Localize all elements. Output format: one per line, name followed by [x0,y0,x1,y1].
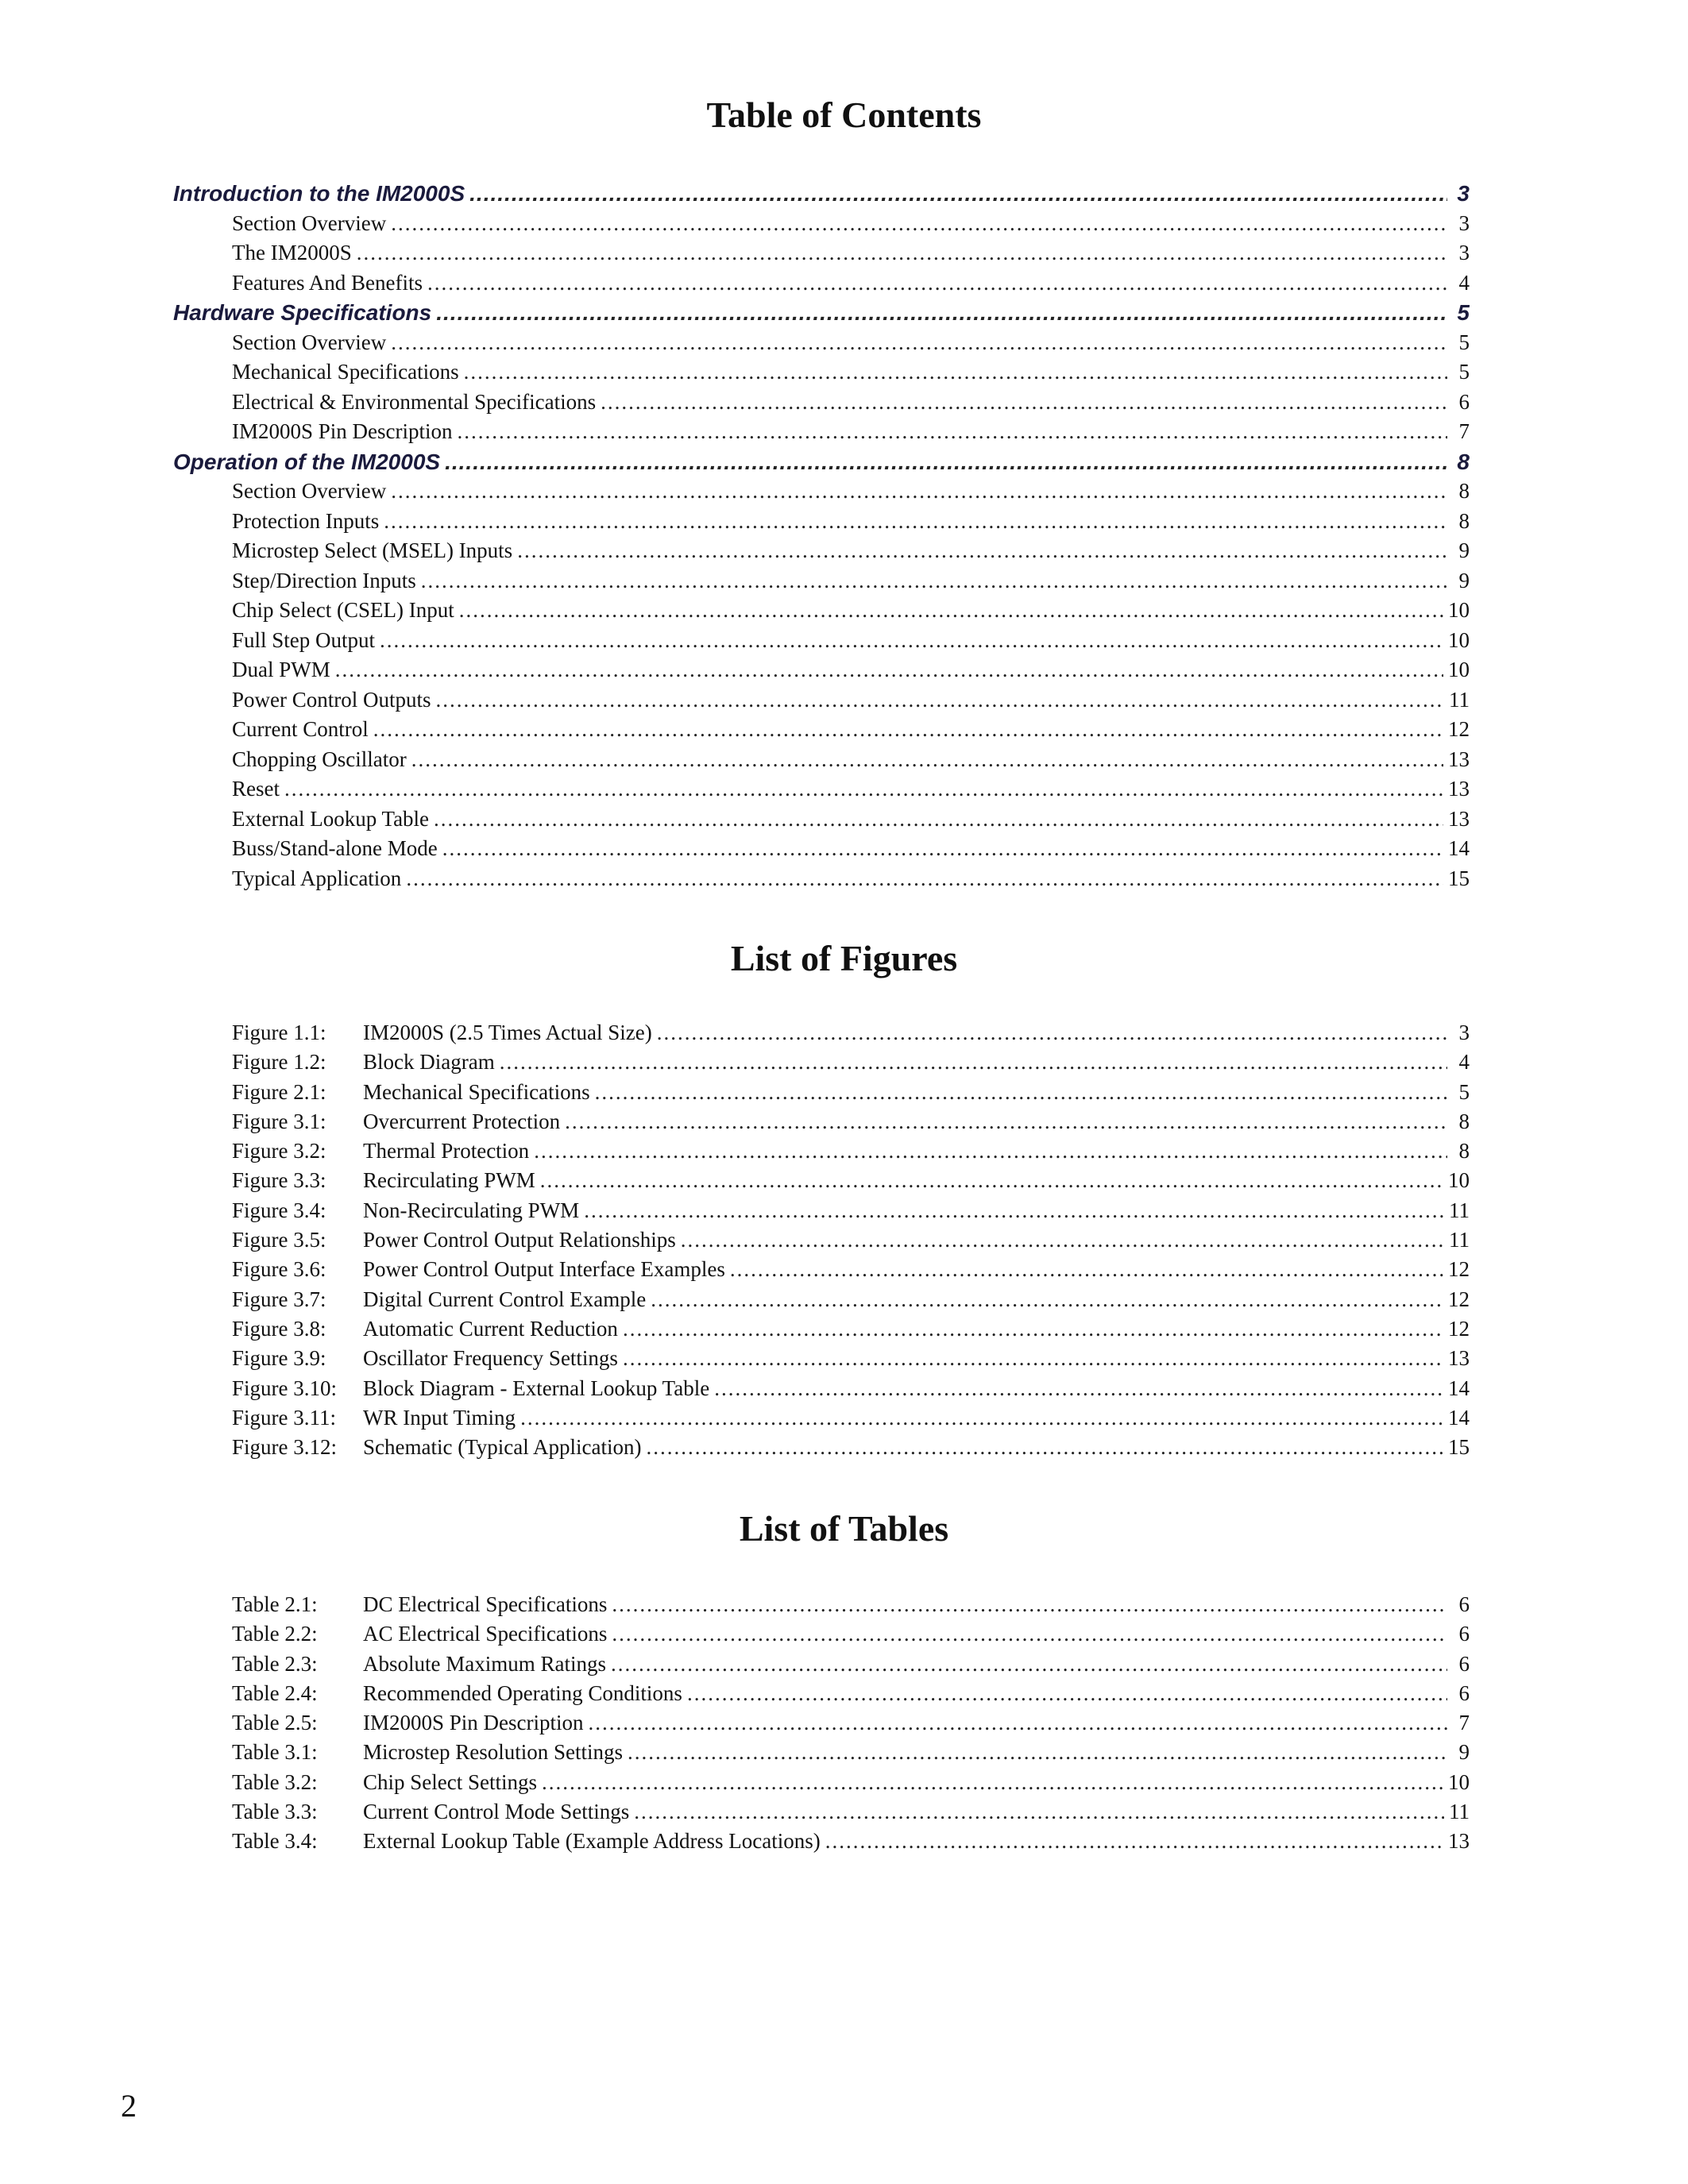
entry-page-number: 3 [1457,181,1470,206]
dot-leader [445,450,1447,475]
entry-page-number: 5 [1458,1079,1470,1104]
entry-page-number: 4 [1458,1050,1470,1075]
entry-page-number: 14 [1448,836,1470,860]
entry-title: Typical Application [232,866,402,890]
dot-leader [434,807,1443,832]
entry-title: Operation of the IM2000S [173,449,441,474]
entry-title [363,1406,516,1430]
entry-title: DC Electrical Specifications [363,1592,608,1616]
dot-leader [601,390,1447,415]
entry-page-number: 8 [1458,1139,1470,1163]
dot-leader [464,360,1447,384]
entry-page-number: 11 [1449,1198,1470,1222]
entry-page-number: 3 [1458,1021,1470,1044]
entry-page-number: 5 [1458,330,1470,354]
toc-subsection-entry[interactable] [173,836,1470,866]
toc-subsection-entry[interactable] [173,807,1470,837]
entry-page-number: 3 [1458,210,1470,235]
dot-leader [469,181,1447,206]
toc-subsection-entry[interactable] [173,271,1470,301]
figure-number: Figure 3.8: [232,1316,326,1341]
entry-title: Power Control Output Relationships [363,1228,676,1252]
entry-page-number: 7 [1458,1711,1470,1735]
toc-subsection-entry[interactable] [173,479,1470,509]
toc-list [173,181,1470,896]
table-number: Table 2.4: [232,1680,318,1705]
entry-page-number: 12 [1448,1316,1470,1341]
entry-title: The IM2000S [232,241,352,264]
entry-page-number: 6 [1458,389,1470,414]
figure-number: Figure 3.10: [232,1376,337,1400]
entry-page-number: 14 [1448,1405,1470,1430]
toc-section-entry[interactable] [173,300,1470,330]
figure-entry[interactable] [173,1287,1470,1317]
figure-number: Figure 3.1: [232,1109,326,1133]
table-number: Table 3.4: [232,1829,318,1854]
toc-subsection-entry[interactable] [173,747,1470,778]
toc-subsection-entry[interactable] [173,211,1470,241]
dot-leader [459,598,1443,623]
figure-entry[interactable] [173,1139,1470,1168]
dot-leader [421,569,1447,593]
figure-entry[interactable] [173,1228,1470,1257]
entry-title: Current Control [232,717,369,741]
entry-page-number: 11 [1449,1228,1470,1252]
entry-page-number: 8 [1458,508,1470,533]
entry-page-number: 6 [1458,1592,1470,1616]
figure-number: Figure 3.7: [232,1287,326,1311]
entry-title: Electrical & Environmental Specifications [232,389,597,414]
entry-title: Introduction to the IM2000S [173,181,465,206]
table-number: Table 2.1: [232,1592,318,1616]
dot-leader [647,1435,1444,1460]
figure-number: Figure 3.3: [232,1168,326,1193]
toc-subsection-entry[interactable] [173,330,1470,361]
figure-entry[interactable] [173,1109,1470,1139]
dot-leader [406,866,1443,891]
entry-page-number: 14 [1448,1376,1470,1400]
toc-subsection-entry[interactable] [173,360,1470,390]
entry-page-number: 11 [1449,687,1470,712]
figure-number: Figure 3.12: [232,1435,337,1460]
figure-entry[interactable] [173,1021,1470,1050]
dot-leader [391,330,1447,355]
dot-leader [380,628,1443,653]
dot-leader [657,1021,1447,1045]
entry-page-number: 6 [1458,1622,1470,1646]
entry-page-number: 9 [1458,1740,1470,1765]
entry-title: IM2000S (2.5 Times Actual Size) [363,1021,652,1044]
dot-leader [589,1711,1447,1735]
dot-leader [384,509,1447,534]
entry-title: Current Control Mode Settings [363,1800,630,1824]
figure-entry[interactable] [173,1406,1470,1435]
entry-title: Power Control Output Interface Examples [363,1257,725,1282]
table-entry[interactable] [173,1652,1470,1681]
entry-page-number: 8 [1458,1109,1470,1133]
entry-title: Section Overview [232,210,387,235]
entry-title: Automatic Current Reduction [363,1316,618,1341]
dot-leader [565,1109,1447,1134]
dot-leader [687,1681,1447,1706]
table-number: Table 2.3: [232,1651,318,1676]
entry-title: Section Overview [232,330,387,354]
entry-title: Oscillator Frequency Settings [363,1346,618,1371]
table-entry[interactable] [173,1681,1470,1711]
entry-title: Chip Select (CSEL) Input [232,598,454,622]
table-entry[interactable] [173,1800,1470,1829]
entry-page-number: 13 [1448,1346,1470,1371]
entry-page-number: 10 [1448,658,1470,681]
list-of-figures-heading: List of Figures [730,938,958,978]
entry-title: Digital Current Control Example [363,1287,647,1311]
figure-number: Figure 3.5: [232,1228,326,1252]
table-entry[interactable] [173,1770,1470,1800]
entry-page-number: 3 [1458,241,1470,264]
toc-subsection-entry[interactable] [173,509,1470,539]
entry-page-number: 12 [1448,1257,1470,1282]
entry-title: Features And Benefits [232,270,423,295]
table-number: Table 3.2: [232,1769,318,1794]
entry-page-number: 9 [1458,538,1470,562]
entry-page-number: 13 [1448,777,1470,801]
dot-leader [825,1829,1443,1854]
table-entry[interactable] [173,1622,1470,1651]
dot-leader [284,777,1443,801]
entry-page-number: 9 [1458,568,1470,592]
dot-leader [623,1346,1443,1371]
entry-title: Mechanical Specifications [363,1079,590,1104]
entry-page-number: 4 [1458,270,1470,295]
entry-page-number: 12 [1448,1287,1470,1311]
entry-page-number: 6 [1458,1651,1470,1676]
entry-title: Thermal Protection [363,1139,530,1163]
dot-leader [612,1592,1447,1617]
figure-entry[interactable] [173,1257,1470,1287]
entry-title: Power Control Outputs [232,687,431,712]
dot-leader [357,241,1447,265]
dot-leader [611,1652,1447,1677]
table-entry[interactable] [173,1829,1470,1858]
dot-leader [651,1287,1443,1312]
list-of-tables [173,1592,1470,1859]
dot-leader [542,1770,1443,1795]
toc-subsection-entry[interactable] [173,241,1470,271]
list-of-tables-heading: List of Tables [739,1508,949,1549]
toc-section-entry[interactable] [173,450,1470,480]
entry-page-number: 5 [1457,300,1470,325]
entry-page-number: 7 [1458,419,1470,443]
dot-leader [714,1376,1443,1401]
entry-title: AC Electrical Specifications [363,1622,608,1646]
toc-subsection-entry[interactable] [173,598,1470,628]
figure-entry[interactable] [173,1376,1470,1406]
dot-leader [584,1198,1444,1223]
table-entry[interactable] [173,1740,1470,1769]
figure-number: Figure 1.2: [232,1050,326,1075]
entry-page-number: 10 [1448,1769,1470,1794]
entry-page-number: 8 [1458,479,1470,503]
figure-entry[interactable] [173,1050,1470,1079]
toc-subsection-entry[interactable] [173,419,1470,450]
entry-title: Chopping Oscillator [232,747,407,771]
figure-entry[interactable] [173,1168,1470,1198]
toc-subsection-entry[interactable] [173,717,1470,747]
figure-entry[interactable] [173,1317,1470,1346]
dot-leader [411,747,1443,772]
page-number: 2 [121,2088,137,2124]
dot-leader [458,419,1447,444]
list-of-figures [173,1021,1470,1464]
figure-number: Figure 3.4: [232,1198,326,1222]
entry-page-number: 10 [1448,598,1470,622]
entry-title-rest: Input Timing [397,1405,516,1430]
toc-subsection-entry[interactable] [173,569,1470,599]
figure-entry[interactable] [173,1080,1470,1109]
toc-heading: Table of Contents [706,95,982,135]
entry-title: Overcurrent Protection [363,1109,561,1133]
entry-title: Dual PWM [232,658,330,681]
entry-title: Reset [232,777,280,801]
entry-title: Section Overview [232,479,387,503]
entry-title: IM2000S Pin Description [232,419,453,443]
dot-leader [427,271,1447,295]
entry-title: Chip Select Settings [363,1769,537,1794]
dot-leader [391,211,1447,236]
dot-leader [623,1317,1443,1341]
entry-title: Microstep Select (MSEL) Inputs [232,538,513,562]
dot-leader [517,538,1447,563]
entry-title: Absolute Maximum Ratings [363,1651,606,1676]
dot-leader [595,1080,1447,1105]
toc-section-entry[interactable] [173,181,1470,211]
dot-leader [534,1139,1447,1163]
figure-number: Figure 1.1: [232,1021,326,1044]
entry-page-number: 10 [1448,627,1470,652]
table-number: Table 3.3: [232,1800,318,1824]
figure-entry[interactable] [173,1198,1470,1228]
dot-leader [634,1800,1444,1824]
entry-title: External Lookup Table (Example Address Locations) [363,1829,821,1854]
dot-leader [335,658,1443,682]
toc-subsection-entry[interactable] [173,390,1470,420]
overlined-signal: $\overline{WR}$ [363,1405,398,1430]
figure-number: Figure 3.6: [232,1257,326,1282]
figure-number: Figure 3.11: [232,1405,336,1430]
entry-title: Recirculating PWM [363,1168,535,1193]
dot-leader [436,688,1444,712]
entry-page-number: 15 [1448,1435,1470,1460]
entry-page-number: 8 [1457,449,1470,474]
entry-title: Protection Inputs [232,508,380,533]
dot-leader [442,836,1443,861]
figure-entry[interactable] [173,1435,1470,1464]
toc-subsection-entry[interactable] [173,538,1470,569]
table-number: Table 3.1: [232,1740,318,1765]
entry-page-number: 5 [1458,360,1470,384]
entry-title: External Lookup Table [232,806,430,831]
table-number: Table 2.5: [232,1711,318,1735]
entry-page-number: 13 [1448,806,1470,831]
dot-leader [500,1050,1447,1075]
toc-subsection-entry[interactable] [173,777,1470,807]
entry-title: Buss/Stand-alone Mode [232,836,438,860]
entry-title: Mechanical Specifications [232,360,459,384]
entry-title: Schematic (Typical Application) [363,1435,642,1460]
entry-page-number: 6 [1458,1680,1470,1705]
entry-page-number: 10 [1448,1168,1470,1193]
dot-leader [681,1228,1444,1252]
dot-leader [520,1406,1443,1430]
entry-title: IM2000S Pin Description [363,1711,584,1735]
dot-leader [612,1622,1447,1646]
entry-title: Full Step Output [232,627,376,652]
entry-page-number: 13 [1448,1829,1470,1854]
dot-leader [391,479,1447,504]
figure-number: Figure 2.1: [232,1079,326,1104]
toc-subsection-entry[interactable] [173,658,1470,688]
entry-page-number: 11 [1449,1800,1470,1824]
toc-subsection-entry[interactable] [173,688,1470,718]
toc-subsection-entry[interactable] [173,866,1470,897]
entry-page-number: 15 [1448,866,1470,890]
entry-title: Hardware Specifications [173,300,432,325]
entry-page-number: 12 [1448,717,1470,741]
entry-title: Non-Recirculating PWM [363,1198,580,1222]
entry-title: Block Diagram [363,1050,495,1075]
entry-title: Microstep Resolution Settings [363,1740,623,1765]
entry-title: Block Diagram - External Lookup Table [363,1376,710,1400]
dot-leader [628,1740,1447,1765]
toc-subsection-entry[interactable] [173,628,1470,658]
figure-entry[interactable] [173,1346,1470,1376]
table-entry[interactable] [173,1711,1470,1740]
dot-leader [373,717,1443,742]
figure-number: Figure 3.9: [232,1346,326,1371]
dot-leader [730,1257,1443,1282]
dot-leader [436,300,1447,326]
table-entry[interactable] [173,1592,1470,1622]
entry-title: Recommended Operating Conditions [363,1680,682,1705]
entry-title: Step/Direction Inputs [232,568,416,592]
table-number: Table 2.2: [232,1622,318,1646]
dot-leader [540,1168,1443,1193]
entry-page-number: 13 [1448,747,1470,771]
figure-number: Figure 3.2: [232,1139,326,1163]
